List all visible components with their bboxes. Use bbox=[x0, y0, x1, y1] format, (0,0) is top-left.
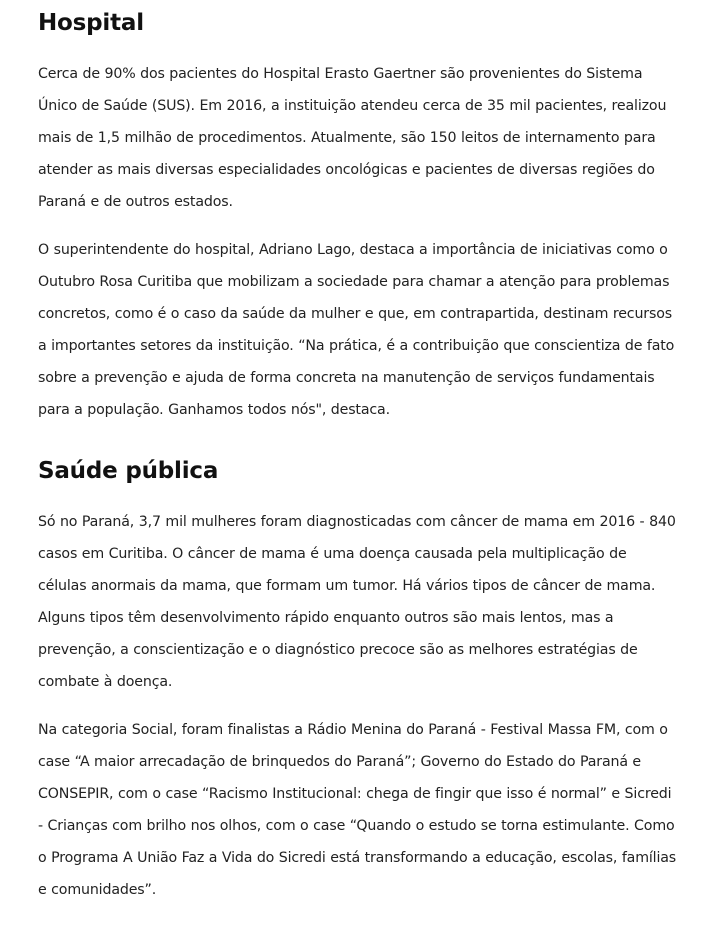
section-heading-saude-publica: Saúde pública bbox=[38, 458, 219, 484]
paragraph-social-finalists: Na categoria Social, foram finalistas a Rádio Menina do Paraná - Festival Massa FM, com o case “A maior arrecadação de brinquedos do Paraná”; Governo do Estado do Paraná e CONSEPIR, com o case “Racismo Institucional: chega de fingir que isso é normal” e Sicredi - Crianças com brilho nos olhos, com o case “Quando o estudo se torna estimulante. Como o Programa A União Faz a Vida do Sicredi está transformando a educação, escolas, famílias e comunidades”. bbox=[38, 722, 677, 898]
paragraph-breast-cancer-stats: Só no Paraná, 3,7 mil mulheres foram diagnosticadas com câncer de mama em 2016 - 840 casos em Curitiba. O câncer de mama é uma doença causada pela multiplicação de células anormais da mama, que formam um tumor. Há vários tipos de câncer de mama. Alguns tipos têm desenvolvimento rápido enquanto outros são mais lentos, mas a prevenção, a conscientização e o diagnóstico precoce são as melhores estratégias de combate à doença. bbox=[38, 514, 676, 690]
section-heading-hospital: Hospital bbox=[38, 10, 144, 36]
section-saude-publica bbox=[38, 456, 678, 906]
paragraph-hospital-patients: Cerca de 90% dos pacientes do Hospital Erasto Gaertner são provenientes do Sistema Único de Saúde (SUS). Em 2016, a instituição atendeu cerca de 35 mil pacientes, realizou mais de 1,5 milhão de procedimentos. Atualmente, são 150 leitos de internamento para atender as mais diversas especialidades oncológicas e pacientes de diversas regiões do Paraná e de outros estados. bbox=[38, 66, 667, 210]
section-hospital bbox=[38, 8, 678, 426]
article-body bbox=[38, 0, 678, 906]
paragraph-superintendent-quote: O superintendente do hospital, Adriano Lago, destaca a importância de iniciativas como o Outubro Rosa Curitiba que mobilizam a sociedade para chamar a atenção para problemas concretos, como é o caso da saúde da mulher e que, em contrapartida, destinam recursos a importantes setores da instituição. “Na prática, é a contribuição que conscientiza de fato sobre a prevenção e ajuda de forma concreta na manutenção de serviços fundamentais para a população. Ganhamos todos nós", destaca. bbox=[38, 242, 675, 418]
